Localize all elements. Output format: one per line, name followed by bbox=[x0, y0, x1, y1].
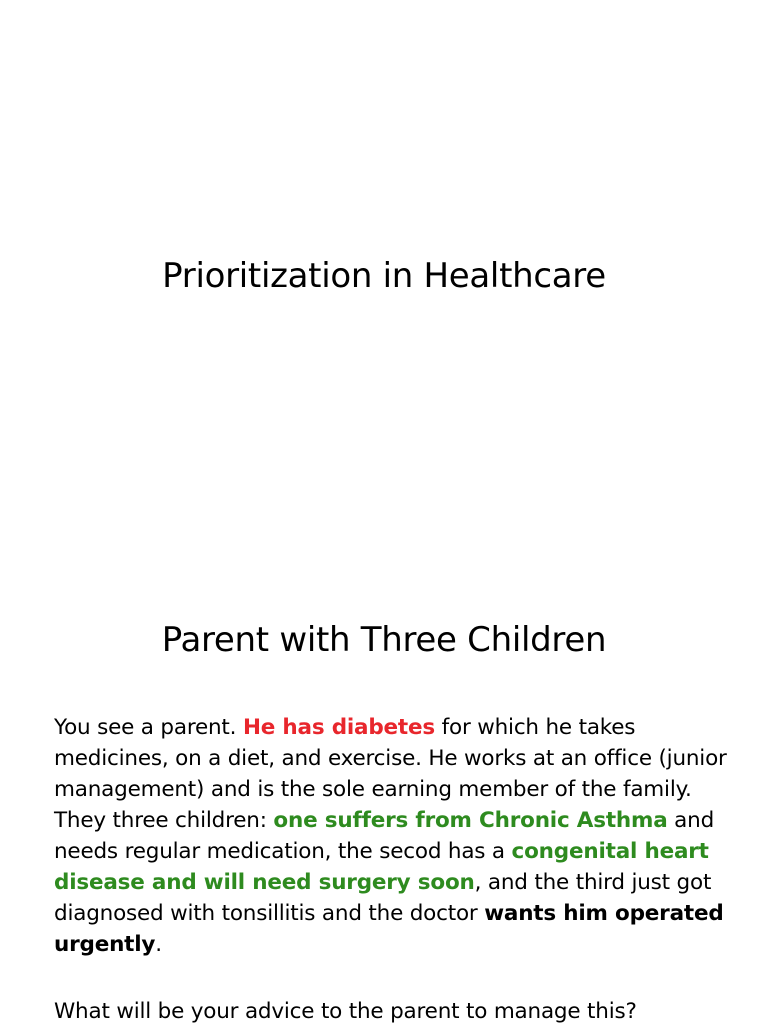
highlight-urgent-operation: wants him operated urgently bbox=[54, 901, 724, 957]
advice-question: What will be your advice to the parent to manage this? bbox=[54, 999, 637, 1024]
text-segment: , and the third just got diagnosed with tonsillitis and the doctor bbox=[54, 870, 712, 926]
slide-2-title: Parent with Three Children bbox=[161, 620, 607, 660]
highlight-diabetes: He has diabetes bbox=[242, 715, 435, 740]
highlight-heart-disease: congenital heart disease and will need surgery soon bbox=[54, 839, 709, 895]
text-segment: for which he takes medicines, on a diet, and exercise. He works at an office (junior management) and is the sole earning member of the family. They three children: bbox=[54, 715, 727, 833]
text-segment: . bbox=[155, 932, 162, 957]
text-segment: You see a parent. bbox=[54, 715, 243, 740]
highlight-asthma: one suffers from Chronic Asthma bbox=[273, 808, 668, 833]
case-description bbox=[54, 712, 730, 960]
slide-case-study bbox=[0, 560, 768, 1024]
text-segment: and needs regular medication, the secod has a bbox=[54, 808, 715, 864]
slide-1-title: Prioritization in Healthcare bbox=[162, 256, 606, 296]
